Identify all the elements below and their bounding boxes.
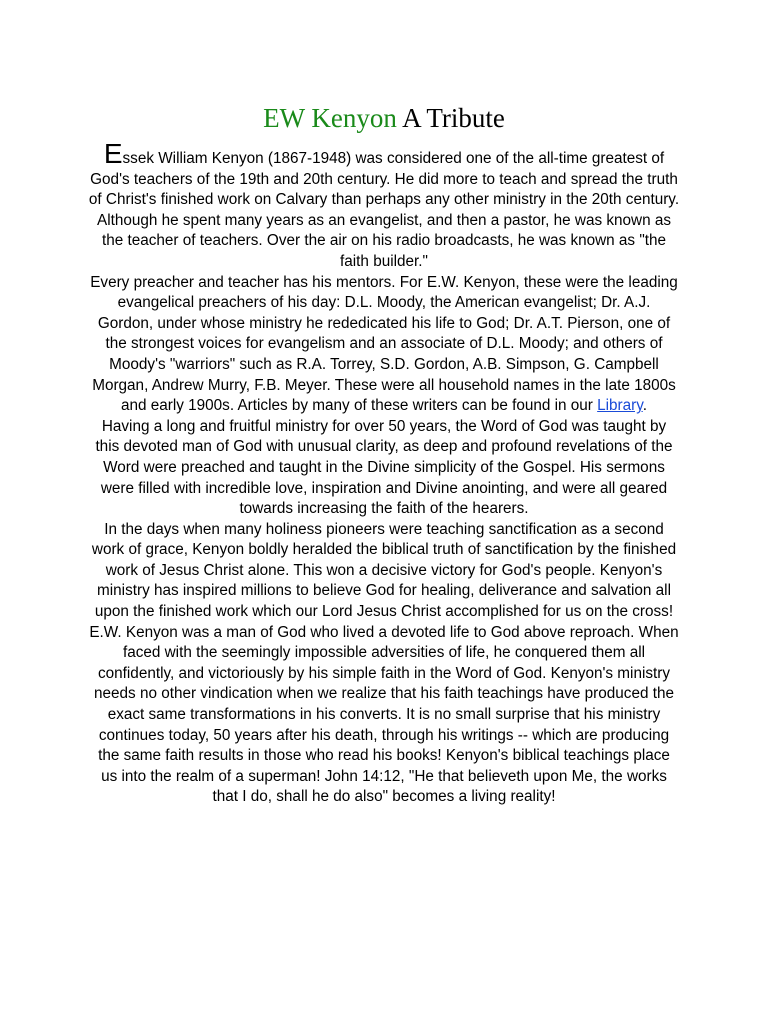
paragraph-intro-text: ssek William Kenyon (1867-1948) was considered one of the all-time greatest of God's teachers of the 19th and 20th century. He did more to teach and spread the truth of Christ's finished work on Calvary than perhaps any other ministry in the 20th century. Although he spent many years as an evangelist, and then a pastor, he was known as the teacher of teachers. Over the air on his radio broadcasts, he was known as "the faith builder." xyxy=(88,150,680,270)
paragraph-mentors-end: . xyxy=(642,397,648,415)
title-name: EW Kenyon xyxy=(263,103,397,133)
paragraph-intro xyxy=(88,138,680,273)
paragraph-sanctification: In the days when many holiness pioneers were teaching sanctification as a second work of grace, Kenyon boldly heralded the biblical truth of sanctification by the finished work of Jesus Christ alone. This won a decisive victory for God's people. Kenyon's ministry has inspired millions to believe God for healing, deliverance and salvation all upon the finished work which our Lord Jesus Christ accomplished for us on the cross! xyxy=(91,520,677,621)
library-link[interactable]: Library xyxy=(597,397,643,415)
document-page xyxy=(88,100,680,808)
paragraph-legacy: E.W. Kenyon was a man of God who lived a devoted life to God above reproach. When faced with the seemingly impossible adversities of life, he conquered them all confidently, and victoriously by his simple faith in the Word of God. Kenyon's ministry needs no other vindication when we realize that his faith teachings have produced the exact same transformations in his converts. It is no small surprise that his ministry continues today, 50 years after his death, through his writings -- which are producing the same faith results in those who read his books! Kenyon's biblical teachings place us into the realm of a superman! John 14:12, "He that believeth upon Me, the works that I do, shall he do also" becomes a living reality! xyxy=(89,623,679,806)
paragraph-ministry: Having a long and fruitful ministry for over 50 years, the Word of God was taught by this devoted man of God with unusual clarity, as deep and profound revelations of the Word were preached and taught in the Divine simplicity of the Gospel. His sermons were filled with incredible love, inspiration and Divine anointing, and were all geared towards increasing the faith of the hearers. xyxy=(95,417,673,518)
paragraph-mentors-text: Every preacher and teacher has his mentors. For E.W. Kenyon, these were the leading evangelical preachers of his day: D.L. Moody, the American evangelist; Dr. A.J. Gordon, under whose ministry he rededicated his life to God; Dr. A.T. Pierson, one of the strongest voices for evangelism and an associate of D.L. Moody; and others of Moody's "warriors" such as R.A. Torrey, S.D. Gordon, A.B. Simpson, G. Campbell Morgan, Andrew Murry, F.B. Meyer. These were all household names in the late 1800s and early 1900s. Articles by many of these writers can be found in our xyxy=(90,273,678,415)
title-subtitle: A Tribute xyxy=(402,103,505,133)
drop-cap: E xyxy=(103,138,123,169)
paragraph-mentors xyxy=(88,273,680,417)
page-title xyxy=(88,100,680,136)
